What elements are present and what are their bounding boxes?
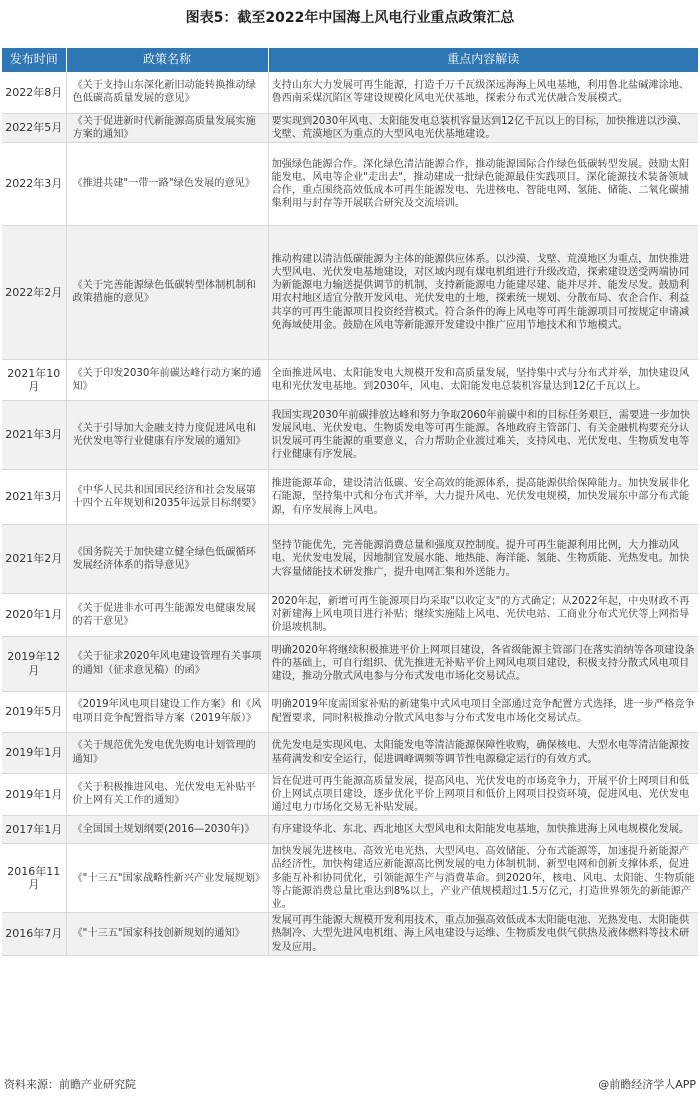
source-note: 资料来源：前瞻产业研究院 <box>4 1078 136 1091</box>
cell-policy-name: 《推进共建"一带一路"绿色发展的意见》 <box>66 142 268 225</box>
table-header-row <box>2 48 698 72</box>
cell-content: 发展可再生能源大规模开发利用技术，重点加强高效低成本太阳能电池、光热发电、太阳能供热制冷、大型先进风电机组、海上风电建设与运维、生物质发电供气供热及液体燃料等技术研发及应用。 <box>268 913 698 956</box>
cell-content: 优先发电是实现风电、太阳能发电等清洁能源保障性收购，确保核电、大型水电等清洁能源按基荷满发和安全运行，促进调峰调频等调节性电源稳定运行的有效方式。 <box>268 732 698 773</box>
cell-content: 推动构建以清洁低碳能源为主体的能源供应体系。以沙漠、戈壁、荒漠地区为重点，加快推进大型风电、光伏发电基地建设，对区域内现有煤电机组进行升级改造，探索建设送受两端协同为新能源电力输送提供调节的机制，支持新能源电力能建尽建、能并尽并、能发尽发。鼓励利用农村地区适宜分散开发风电、光伏发电的土地，探索统一规划、分散布局、农企合作、利益共享的可再生能源项目投资经营模式。符合条件的海上风电等可再生能源项目可按规定申请减免海域使用金。鼓励在风电等新能源开发建设中推广应用节地技术和节地模式。 <box>268 225 698 359</box>
cell-date: 2021年10月 <box>2 359 66 400</box>
table-row <box>2 773 698 816</box>
cell-policy-name: 《关于征求2020年风电建设管理有关事项的通知（征求意见稿）的函》 <box>66 636 268 691</box>
cell-content: 明确2020年将继续积极推进平价上网项目建设，各省级能源主管部门在落实消纳等各项建设条件的基础上，可自行组织、优先推进无补贴平价上网风电项目建设，积极支持分散式风电项目建设，推动分散式风电参与分布式发电市场化交易试点。 <box>268 636 698 691</box>
cell-policy-name: 《"十三五"国家科技创新规划的通知》 <box>66 913 268 956</box>
table-row <box>2 844 698 913</box>
cell-policy-name: 《关于促进非水可再生能源发电健康发展的若干意见》 <box>66 593 268 636</box>
cell-content: 2020年起，新增可再生能源项目均采取"以收定支"的方式确定；从2022年起，中央财政不再对新建海上风电项目进行补贴；继续实施陆上风电、光伏电站、工商业分布式光伏等上网指导价退坡机制。 <box>268 593 698 636</box>
cell-date: 2019年12月 <box>2 636 66 691</box>
table-row <box>2 913 698 956</box>
table-row <box>2 142 698 225</box>
header-date: 发布时间 <box>2 48 66 72</box>
cell-date: 2019年5月 <box>2 691 66 732</box>
table-row <box>2 816 698 844</box>
cell-date: 2022年3月 <box>2 142 66 225</box>
cell-policy-name: 《关于促进新时代新能源高质量发展实施方案的通知》 <box>66 113 268 142</box>
table-row <box>2 359 698 400</box>
table-row <box>2 524 698 593</box>
cell-content: 全面推进风电、太阳能发电大规模开发和高质量发展，坚持集中式与分布式并举，加快建设风电和光伏发电基地。到2030年，风电、太阳能发电总装机容量达到12亿千瓦以上。 <box>268 359 698 400</box>
cell-policy-name: 《关于引导加大金融支持力度促进风电和光伏发电等行业健康有序发展的通知》 <box>66 400 268 469</box>
cell-date: 2017年1月 <box>2 816 66 844</box>
cell-content: 坚持节能优先，完善能源消费总量和强度双控制度。提升可再生能源利用比例，大力推动风电、光伏发电发展，因地制宜发展水能、地热能、海洋能、氢能、生物质能、光热发电。加快大容量储能技术研发推广，提升电网汇集和外送能力。 <box>268 524 698 593</box>
table-row <box>2 113 698 142</box>
cell-date: 2021年3月 <box>2 469 66 524</box>
cell-policy-name: 《关于完善能源绿色低碳转型体制机制和政策措施的意见》 <box>66 225 268 359</box>
policy-table <box>2 48 698 956</box>
table-row <box>2 636 698 691</box>
cell-date: 2021年2月 <box>2 524 66 593</box>
cell-content: 明确2019年度需国家补贴的新建集中式风电项目全部通过竞争配置方式选择，进一步严格竞争配置要求，同时积极推动分散式风电参与分布式发电市场化交易试点。 <box>268 691 698 732</box>
cell-policy-name: 《2019年风电项目建设工作方案》和《风电项目竞争配置指导方案（2019年版）》 <box>66 691 268 732</box>
cell-content: 加强绿色能源合作。深化绿色清洁能源合作，推动能源国际合作绿色低碳转型发展。鼓励太阳能发电、风电等企业"走出去"，推动建成一批绿色能源最佳实践项目。深化能源技术装备领域合作，重点围绕高效低成本可再生能源发电、先进核电、智能电网、氢能、储能、二氧化碳捕集利用与封存等开展联合研究及交流培训。 <box>268 142 698 225</box>
cell-date: 2016年7月 <box>2 913 66 956</box>
cell-content: 支持山东大力发展可再生能源，打造千万千瓦级深远海海上风电基地，利用鲁北盐碱滩涂地、鲁西南采煤沉陷区等建设规模化风电光伏基地，探索分布式光伏融合发展模式。 <box>268 72 698 113</box>
cell-content: 要实现到2030年风电、太阳能发电总装机容量达到12亿千瓦以上的目标，加快推进以沙漠、戈壁、荒漠地区为重点的大型风电光伏基地建设。 <box>268 113 698 142</box>
table-row <box>2 400 698 469</box>
cell-date: 2022年2月 <box>2 225 66 359</box>
table-row <box>2 593 698 636</box>
table-row <box>2 732 698 773</box>
cell-policy-name: 《国务院关于加快建立健全绿色低碳循环发展经济体系的指导意见》 <box>66 524 268 593</box>
cell-policy-name: 《关于印发2030年前碳达峰行动方案的通知》 <box>66 359 268 400</box>
table-row <box>2 72 698 113</box>
cell-policy-name: 《关于积极推进风电、光伏发电无补贴平价上网有关工作的通知》 <box>66 773 268 816</box>
cell-date: 2019年1月 <box>2 732 66 773</box>
cell-date: 2022年8月 <box>2 72 66 113</box>
cell-content: 推进能源革命，建设清洁低碳、安全高效的能源体系，提高能源供给保障能力。加快发展非化石能源，坚持集中式和分布式并举，大力提升风电、光伏发电规模，加快发展东中部分布式能源，有序发展海上风电。 <box>268 469 698 524</box>
cell-date: 2019年1月 <box>2 773 66 816</box>
cell-content: 我国实现2030年前碳排放达峰和努力争取2060年前碳中和的目标任务艰巨，需要进一步加快发展风电、光伏发电、生物质发电等可再生能源。各地政府主管部门、有关金融机构要充分认识发展可再生能源的重要意义，合力帮助企业渡过难关，支持风电、光伏发电、生物质发电等行业健康有序发展。 <box>268 400 698 469</box>
cell-date: 2016年11月 <box>2 844 66 913</box>
cell-policy-name: 《关于支持山东深化新旧动能转换推动绿色低碳高质量发展的意见》 <box>66 72 268 113</box>
table-body <box>2 72 698 955</box>
cell-date: 2020年1月 <box>2 593 66 636</box>
cell-content: 旨在促进可再生能源高质量发展，提高风电、光伏发电的市场竞争力，开展平价上网项目和低价上网试点项目建设，逐步优化平价上网项目和低价上网项目投资环境，促进风电、光伏发电通过电力市场化交易无补贴发展。 <box>268 773 698 816</box>
table-row <box>2 225 698 359</box>
cell-policy-name: 《关于规范优先发电优先购电计划管理的通知》 <box>66 732 268 773</box>
cell-content: 加快发展先进核电、高效光电光热、大型风电、高效储能、分布式能源等，加速提升新能源产品经济性，加快构建适应新能源高比例发展的电力体制机制、新型电网和创新支撑体系，促进多能互补和协同优化，引领能源生产与消费革命。到2020年，核电、风电、太阳能、生物质能等占能源消费总量比重达到8%以上，产业产值规模超过1.5万亿元，打造世界领先的新能源产业。 <box>268 844 698 913</box>
cell-policy-name: 《中华人民共和国国民经济和社会发展第十四个五年规划和2035年远景目标纲要》 <box>66 469 268 524</box>
cell-policy-name: 《全国国土规划纲要(2016—2030年)》 <box>66 816 268 844</box>
header-policy-name: 政策名称 <box>66 48 268 72</box>
header-content: 重点内容解读 <box>268 48 698 72</box>
brand-watermark-text: @前瞻经济学人APP <box>598 1078 696 1091</box>
chart-title: 图表5：截至2022年中国海上风电行业重点政策汇总 <box>185 10 515 26</box>
cell-content: 有序建设华北、东北、西北地区大型风电和太阳能发电基地，加快推进海上风电规模化发展。 <box>268 816 698 844</box>
table-row <box>2 469 698 524</box>
cell-policy-name: 《"十三五"国家战略性新兴产业发展规划》 <box>66 844 268 913</box>
table-row <box>2 691 698 732</box>
cell-date: 2022年5月 <box>2 113 66 142</box>
cell-date: 2021年3月 <box>2 400 66 469</box>
